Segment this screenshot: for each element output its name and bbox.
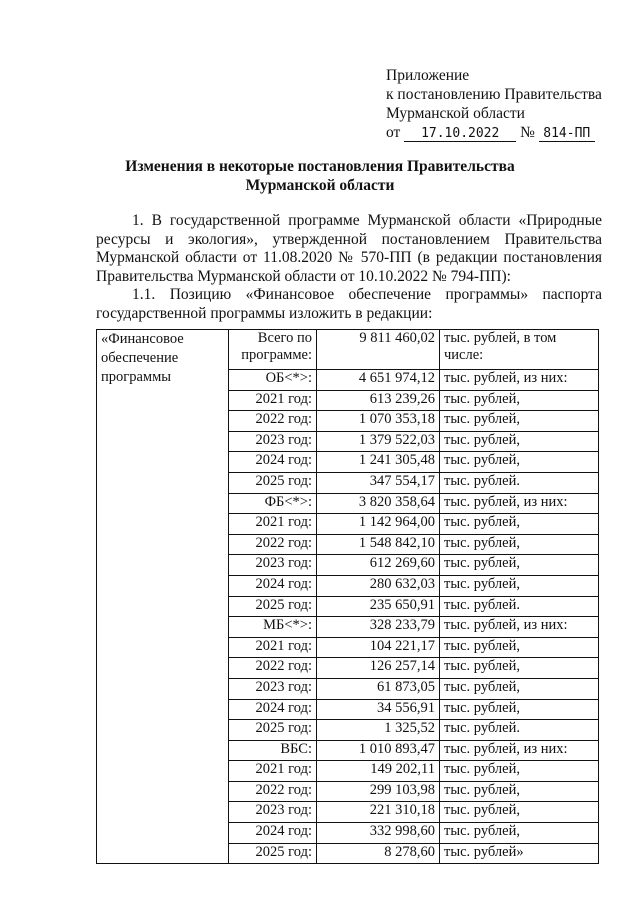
period-cell: 2022 год: <box>229 658 317 679</box>
period-cell: 2024 год: <box>229 823 317 844</box>
period-cell: ВБС: <box>229 740 317 761</box>
unit-cell: тыс. рублей, <box>440 390 599 411</box>
period-cell: 2021 год: <box>229 514 317 535</box>
period-cell: 2023 год: <box>229 431 317 452</box>
period-cell: 2025 год: <box>229 596 317 617</box>
period-cell: 2025 год: <box>229 843 317 864</box>
value-cell: 235 650,91 <box>317 596 440 617</box>
value-cell: 1 379 522,03 <box>317 431 440 452</box>
appendix-header <box>386 66 602 142</box>
unit-cell: тыс. рублей. <box>440 596 599 617</box>
appendix-line-3: Мурманской области <box>386 105 525 122</box>
document-number: 814-ПП <box>543 126 591 141</box>
value-cell: 221 310,18 <box>317 802 440 823</box>
value-cell: 613 239,26 <box>317 390 440 411</box>
unit-cell: тыс. рублей» <box>440 843 599 864</box>
paragraph-1 <box>96 212 602 286</box>
title-line-1: Изменения в некоторые постановления Правительства <box>125 158 515 175</box>
unit-cell: тыс. рублей, <box>440 555 599 576</box>
value-cell: 104 221,17 <box>317 637 440 658</box>
value-cell: 280 632,03 <box>317 575 440 596</box>
financing-label-cell: «Финансовое обеспечение программы <box>97 330 229 864</box>
unit-cell: тыс. рублей, <box>440 411 599 432</box>
table-row <box>97 330 599 370</box>
period-cell: 2025 год: <box>229 720 317 741</box>
unit-cell: тыс. рублей, из них: <box>440 493 599 514</box>
document-date: 17.10.2022 <box>421 126 500 141</box>
unit-cell: тыс. рублей, <box>440 514 599 535</box>
paragraph-1-line-2: ресурсы и экология», утвержденной постановлением Правительства <box>96 230 602 248</box>
value-cell: 332 998,60 <box>317 823 440 844</box>
value-cell: 8 278,60 <box>317 843 440 864</box>
value-cell: 3 820 358,64 <box>317 493 440 514</box>
from-label: от <box>386 124 401 141</box>
document-title <box>0 157 640 195</box>
period-cell: 2022 год: <box>229 411 317 432</box>
unit-cell: тыс. рублей, <box>440 658 599 679</box>
appendix-line-2: к постановлению Правительства <box>386 86 602 103</box>
period-cell: 2022 год: <box>229 781 317 802</box>
period-cell: 2025 год: <box>229 472 317 493</box>
unit-cell: тыс. рублей, <box>440 802 599 823</box>
value-cell: 34 556,91 <box>317 699 440 720</box>
value-cell: 328 233,79 <box>317 617 440 638</box>
paragraph-1-line-1: 1. В государственной программе Мурманской области «Природные <box>132 212 602 229</box>
value-cell: 149 202,11 <box>317 761 440 782</box>
value-cell: 299 103,98 <box>317 781 440 802</box>
value-cell: 612 269,60 <box>317 555 440 576</box>
paragraph-1-1-line-1: 1.1. Позицию «Финансовое обеспечение программы» паспорта <box>132 286 602 303</box>
period-cell: МБ<*>: <box>229 617 317 638</box>
unit-cell: тыс. рублей. <box>440 472 599 493</box>
unit-cell: тыс. рублей, из них: <box>440 740 599 761</box>
unit-cell: тыс. рублей, <box>440 781 599 802</box>
number-label: № <box>520 124 535 141</box>
value-cell: 1 070 353,18 <box>317 411 440 432</box>
period-cell: 2024 год: <box>229 699 317 720</box>
unit-cell: тыс. рублей. <box>440 720 599 741</box>
value-cell: 126 257,14 <box>317 658 440 679</box>
unit-cell: тыс. рублей, <box>440 575 599 596</box>
value-cell: 347 554,17 <box>317 472 440 493</box>
value-cell: 61 873,05 <box>317 678 440 699</box>
period-cell: 2023 год: <box>229 802 317 823</box>
period-cell: 2022 год: <box>229 534 317 555</box>
value-cell: 1 241 305,48 <box>317 452 440 473</box>
unit-cell: тыс. рублей, <box>440 452 599 473</box>
paragraph-1-line-3: Мурманской области от 11.08.2020 № 570-ПП (в редакции постановления <box>96 249 602 266</box>
value-cell: 1 548 842,10 <box>317 534 440 555</box>
paragraph-1-line-4: Правительства Мурманской области от 10.10.2022 № 794-ПП): <box>96 267 511 285</box>
period-cell: 2024 год: <box>229 575 317 596</box>
period-cell: 2021 год: <box>229 390 317 411</box>
value-cell: 1 010 893,47 <box>317 740 440 761</box>
unit-cell: тыс. рублей, <box>440 534 599 555</box>
financing-table <box>96 329 599 864</box>
unit-cell: тыс. рублей, <box>440 761 599 782</box>
period-cell: 2023 год: <box>229 555 317 576</box>
value-cell: 1 325,52 <box>317 720 440 741</box>
period-cell: ФБ<*>: <box>229 493 317 514</box>
total-value-cell: 9 811 460,02 <box>317 330 440 370</box>
unit-cell: тыс. рублей, <box>440 823 599 844</box>
unit-cell: тыс. рублей, из них: <box>440 370 599 391</box>
period-cell: 2021 год: <box>229 637 317 658</box>
period-cell: 2023 год: <box>229 678 317 699</box>
paragraph-1-1-line-2: государственной программы изложить в редакции: <box>96 304 433 322</box>
value-cell: 4 651 974,12 <box>317 370 440 391</box>
unit-cell: тыс. рублей, <box>440 678 599 699</box>
appendix-date-line <box>386 123 602 142</box>
total-period-cell: Всего по программе: <box>229 330 317 370</box>
unit-cell: тыс. рублей, из них: <box>440 617 599 638</box>
period-cell: ОБ<*>: <box>229 370 317 391</box>
unit-cell: тыс. рублей, <box>440 637 599 658</box>
value-cell: 1 142 964,00 <box>317 514 440 535</box>
title-line-2: Мурманской области <box>245 177 395 194</box>
unit-cell: тыс. рублей, <box>440 699 599 720</box>
total-unit-cell: тыс. рублей, в том числе: <box>440 330 599 370</box>
unit-cell: тыс. рублей, <box>440 431 599 452</box>
paragraph-1-1 <box>96 286 602 323</box>
period-cell: 2021 год: <box>229 761 317 782</box>
period-cell: 2024 год: <box>229 452 317 473</box>
appendix-line-1: Приложение <box>386 67 470 84</box>
